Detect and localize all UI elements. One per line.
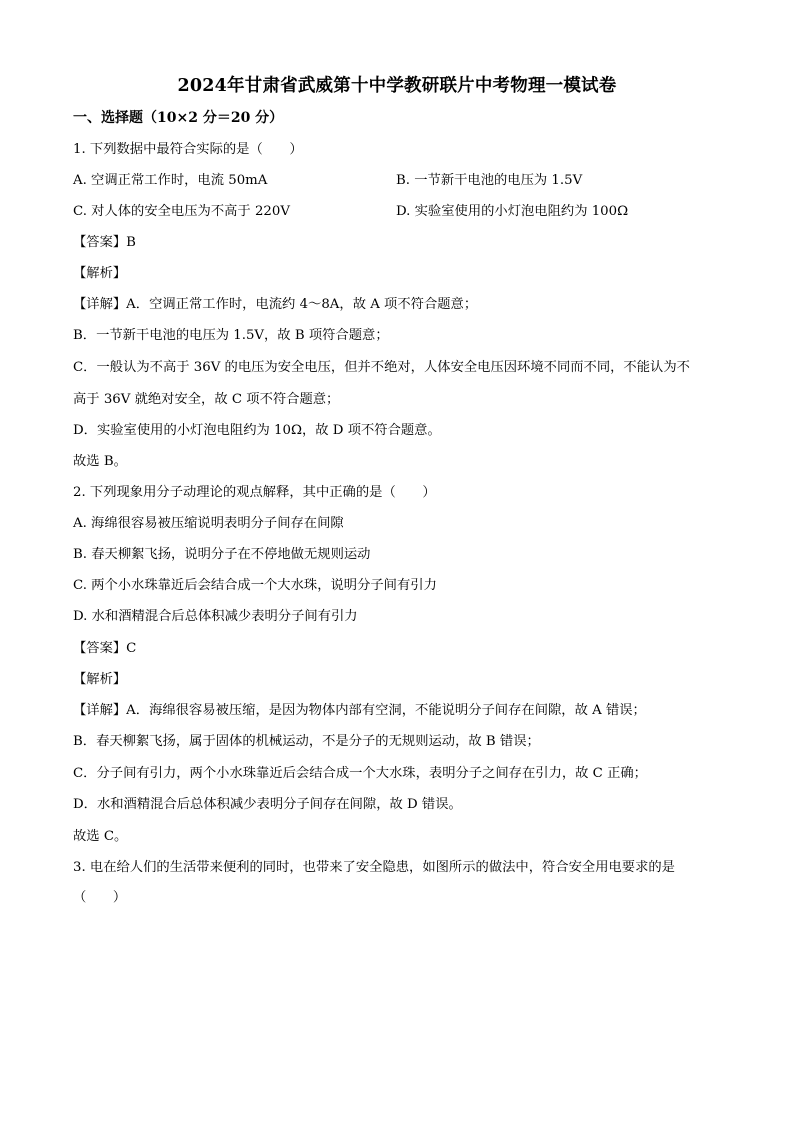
q2-answer: 【答案】C bbox=[73, 641, 137, 656]
q1-detail-3b: 高于 36V 就绝对安全，故 C 项不符合题意； bbox=[73, 392, 340, 407]
section-heading: 一、选择题（10×2 分＝20 分） bbox=[73, 110, 284, 126]
page-title: 2024年甘肃省武威第十中学教研联片中考物理一模试卷 bbox=[177, 76, 617, 96]
q1-answer: 【答案】B bbox=[73, 235, 136, 250]
q2-analysis-label: 【解析】 bbox=[73, 672, 127, 687]
q1-conclusion: 故选 B。 bbox=[73, 454, 127, 469]
q1-option-c: C. 对人体的安全电压为不高于 220V bbox=[73, 204, 290, 219]
q2-conclusion: 故选 C。 bbox=[73, 829, 128, 844]
q2-option-d: D. 水和酒精混合后总体积减少表明分子间有引力 bbox=[73, 609, 358, 624]
q1-option-d: D. 实验室使用的小灯泡电阻约为 100Ω bbox=[396, 204, 629, 219]
q2-detail-2: B．春天柳絮飞扬，属于固体的机械运动，不是分子的无规则运动，故 B 错误； bbox=[73, 734, 540, 749]
q3-stem: 3. 电在给人们的生活带来便利的同时，也带来了安全隐患，如图所示的做法中，符合安全用电要求的是 bbox=[73, 860, 675, 875]
q2-option-c: C. 两个小水珠靠近后会结合成一个大水珠，说明分子间有引力 bbox=[73, 578, 437, 593]
q1-option-b: B. 一节新干电池的电压为 1.5V bbox=[396, 173, 583, 188]
q1-analysis-label: 【解析】 bbox=[73, 266, 127, 281]
q1-detail-4: D．实验室使用的小灯泡电阻约为 10Ω，故 D 项不符合题意。 bbox=[73, 423, 441, 438]
q1-stem: 1. 下列数据中最符合实际的是（ ） bbox=[73, 142, 303, 157]
q2-detail-1: 【详解】A．海绵很容易被压缩，是因为物体内部有空洞，不能说明分子间存在间隙，故 A 错误； bbox=[73, 703, 646, 718]
q1-detail-2: B．一节新干电池的电压为 1.5V，故 B 项符合题意； bbox=[73, 328, 389, 343]
q1-option-a: A. 空调正常工作时，电流 50mA bbox=[73, 173, 268, 188]
q1-detail-1: 【详解】A．空调正常工作时，电流约 4～8A，故 A 项不符合题意； bbox=[73, 297, 478, 312]
q2-option-a: A. 海绵很容易被压缩说明表明分子间存在间隙 bbox=[73, 516, 344, 531]
q2-detail-4: D．水和酒精混合后总体积减少表明分子间存在间隙，故 D 错误。 bbox=[73, 797, 462, 812]
q2-detail-3: C．分子间有引力，两个小水珠靠近后会结合成一个大水珠，表明分子之间存在引力，故 C 正确； bbox=[73, 766, 647, 781]
q1-detail-3a: C．一般认为不高于 36V 的电压为安全电压，但并不绝对，人体安全电压因环境不同而不同，不能认为不 bbox=[73, 360, 690, 375]
q2-stem: 2. 下列现象用分子动理论的观点解释，其中正确的是（ ） bbox=[73, 485, 436, 500]
q3-paren: （ ） bbox=[73, 890, 127, 905]
q2-option-b: B. 春天柳絮飞扬，说明分子在不停地做无规则运动 bbox=[73, 547, 371, 562]
